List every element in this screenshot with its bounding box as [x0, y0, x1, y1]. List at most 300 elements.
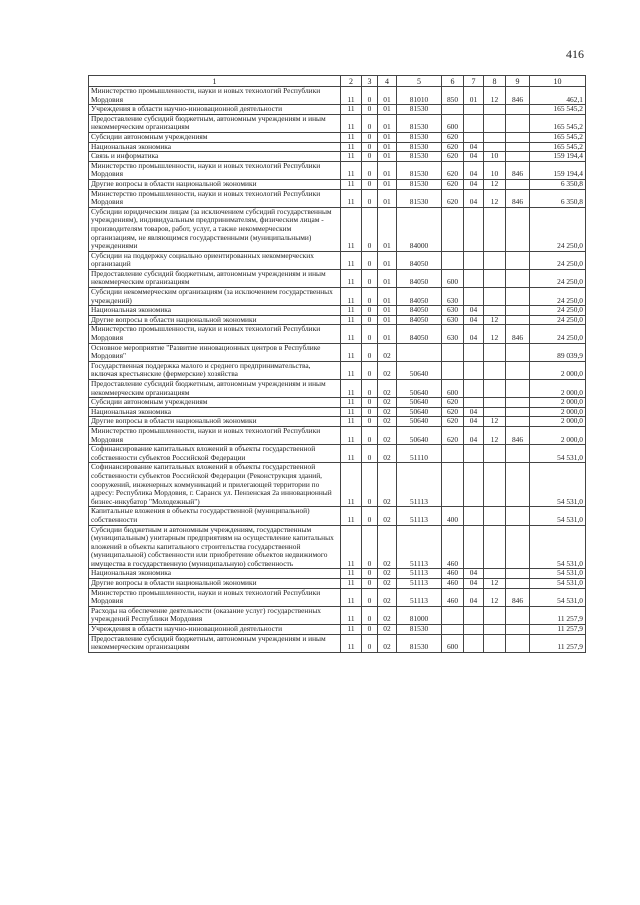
- code-cell: [464, 132, 484, 142]
- row-name-cell: Учреждения в области научно-инновационной деятельности: [89, 625, 341, 635]
- code-cell: 50640: [397, 407, 442, 417]
- code-cell: 02: [378, 525, 397, 569]
- code-cell: 620: [442, 152, 464, 162]
- code-cell: 84050: [397, 251, 442, 269]
- code-cell: 846: [506, 189, 530, 207]
- code-cell: [442, 445, 464, 463]
- row-name-cell: Другие вопросы в области национальной экономики: [89, 315, 341, 325]
- code-cell: 0: [362, 132, 378, 142]
- code-cell: [484, 507, 506, 525]
- page-number: 416: [566, 47, 584, 61]
- code-cell: 81000: [397, 606, 442, 624]
- code-cell: 630: [442, 325, 464, 343]
- row-name-cell: Министерство промышленности, науки и новых технологий Республики Мордовия: [89, 189, 341, 207]
- code-cell: 04: [464, 407, 484, 417]
- code-cell: 51113: [397, 463, 442, 507]
- code-cell: 0: [362, 463, 378, 507]
- amount-cell: 24 250,0: [530, 269, 586, 287]
- code-cell: [484, 361, 506, 379]
- row-name-cell: Софинансирование капитальных вложений в объекты государственной собственности субъектов Российской Федерации: [89, 445, 341, 463]
- row-name-cell: Субсидии бюджетным и автономным учреждениям, государственным (муниципальным) унитарным предприятиям на осуществление капитальных вложений в объекты капитального строительства государственной (муниципальной) собственности или приобретение объектов недвижимого имущества в государственную (муниципальную) собственность: [89, 525, 341, 569]
- code-cell: [464, 606, 484, 624]
- table-row: [89, 315, 586, 325]
- code-cell: [484, 132, 506, 142]
- code-cell: 11: [341, 417, 362, 427]
- code-cell: [506, 207, 530, 251]
- row-name-cell: Предоставление субсидий бюджетным, автономным учреждениям и иным некоммерческим организациям: [89, 634, 341, 652]
- code-cell: 11: [341, 142, 362, 152]
- amount-cell: 11 257,9: [530, 625, 586, 635]
- code-cell: [464, 625, 484, 635]
- code-cell: 02: [378, 361, 397, 379]
- code-cell: 11: [341, 343, 362, 361]
- amount-cell: 6 350,8: [530, 179, 586, 189]
- code-cell: 04: [464, 179, 484, 189]
- code-cell: 51113: [397, 569, 442, 579]
- code-cell: 50640: [397, 398, 442, 408]
- code-cell: 02: [378, 569, 397, 579]
- code-cell: [506, 306, 530, 316]
- code-cell: 02: [378, 445, 397, 463]
- code-cell: 04: [464, 325, 484, 343]
- column-header: 7: [464, 76, 484, 87]
- row-name-cell: Предоставление субсидий бюджетным, автономным учреждениям и иным некоммерческим организациям: [89, 380, 341, 398]
- code-cell: [397, 343, 442, 361]
- code-cell: [464, 288, 484, 306]
- code-cell: 02: [378, 634, 397, 652]
- row-name-cell: Предоставление субсидий бюджетным, автономным учреждениям и иным некоммерческим организациям: [89, 269, 341, 287]
- code-cell: 81530: [397, 152, 442, 162]
- code-cell: [506, 132, 530, 142]
- code-cell: 84050: [397, 288, 442, 306]
- code-cell: 12: [484, 579, 506, 589]
- table-row: [89, 407, 586, 417]
- code-cell: [506, 288, 530, 306]
- code-cell: 620: [442, 426, 464, 444]
- code-cell: 0: [362, 407, 378, 417]
- code-cell: 04: [464, 161, 484, 179]
- code-cell: 0: [362, 306, 378, 316]
- code-cell: 846: [506, 87, 530, 105]
- amount-cell: 159 194,4: [530, 152, 586, 162]
- code-cell: 0: [362, 588, 378, 606]
- code-cell: 0: [362, 445, 378, 463]
- code-cell: 02: [378, 398, 397, 408]
- code-cell: 02: [378, 507, 397, 525]
- table-row: [89, 288, 586, 306]
- row-name-cell: Другие вопросы в области национальной экономики: [89, 179, 341, 189]
- code-cell: 0: [362, 343, 378, 361]
- code-cell: 0: [362, 114, 378, 132]
- code-cell: 0: [362, 152, 378, 162]
- code-cell: [442, 105, 464, 115]
- code-cell: 600: [442, 380, 464, 398]
- amount-cell: 54 531,0: [530, 525, 586, 569]
- code-cell: 11: [341, 179, 362, 189]
- code-cell: 0: [362, 380, 378, 398]
- code-cell: 01: [378, 325, 397, 343]
- amount-cell: 165 545,2: [530, 105, 586, 115]
- code-cell: 10: [484, 161, 506, 179]
- amount-cell: 24 250,0: [530, 251, 586, 269]
- code-cell: 10: [484, 152, 506, 162]
- code-cell: 0: [362, 426, 378, 444]
- code-cell: 0: [362, 325, 378, 343]
- code-cell: 51110: [397, 445, 442, 463]
- code-cell: 460: [442, 588, 464, 606]
- code-cell: 02: [378, 417, 397, 427]
- amount-cell: 2 000,0: [530, 426, 586, 444]
- code-cell: [464, 463, 484, 507]
- code-cell: 81530: [397, 625, 442, 635]
- code-cell: 11: [341, 269, 362, 287]
- code-cell: [506, 361, 530, 379]
- code-cell: [506, 579, 530, 589]
- row-name-cell: Субсидии некоммерческим организациям (за исключением государственных учреждений): [89, 288, 341, 306]
- table-row: [89, 588, 586, 606]
- amount-cell: 6 350,8: [530, 189, 586, 207]
- code-cell: 0: [362, 87, 378, 105]
- table-row: [89, 507, 586, 525]
- code-cell: 11: [341, 251, 362, 269]
- amount-cell: 165 545,2: [530, 142, 586, 152]
- table-row: [89, 306, 586, 316]
- row-name-cell: Национальная экономика: [89, 407, 341, 417]
- code-cell: [506, 152, 530, 162]
- code-cell: [484, 634, 506, 652]
- column-header: 8: [484, 76, 506, 87]
- code-cell: 01: [378, 306, 397, 316]
- amount-cell: 54 531,0: [530, 507, 586, 525]
- amount-cell: 24 250,0: [530, 207, 586, 251]
- code-cell: [464, 398, 484, 408]
- code-cell: [484, 525, 506, 569]
- row-name-cell: Субсидии на поддержку социально ориентированных некоммерческих организаций: [89, 251, 341, 269]
- code-cell: 11: [341, 588, 362, 606]
- code-cell: 12: [484, 179, 506, 189]
- code-cell: 0: [362, 179, 378, 189]
- code-cell: 0: [362, 625, 378, 635]
- code-cell: [506, 343, 530, 361]
- code-cell: [464, 207, 484, 251]
- code-cell: [506, 105, 530, 115]
- code-cell: [484, 407, 506, 417]
- code-cell: [484, 105, 506, 115]
- code-cell: [506, 606, 530, 624]
- code-cell: [506, 269, 530, 287]
- code-cell: [464, 361, 484, 379]
- code-cell: [442, 251, 464, 269]
- code-cell: 0: [362, 606, 378, 624]
- row-name-cell: Связь и информатика: [89, 152, 341, 162]
- code-cell: 01: [378, 161, 397, 179]
- code-cell: 11: [341, 463, 362, 507]
- code-cell: 01: [378, 179, 397, 189]
- code-cell: 02: [378, 625, 397, 635]
- code-cell: [506, 507, 530, 525]
- row-name-cell: Субсидии автономным учреждениям: [89, 132, 341, 142]
- code-cell: 0: [362, 315, 378, 325]
- code-cell: [464, 380, 484, 398]
- code-cell: 51113: [397, 579, 442, 589]
- table-row: [89, 463, 586, 507]
- code-cell: 846: [506, 426, 530, 444]
- code-cell: 846: [506, 588, 530, 606]
- row-name-cell: Основное мероприятие "Развитие инновационных центров в Республике Мордовия": [89, 343, 341, 361]
- code-cell: 02: [378, 380, 397, 398]
- code-cell: 11: [341, 87, 362, 105]
- amount-cell: 24 250,0: [530, 325, 586, 343]
- code-cell: 01: [378, 251, 397, 269]
- code-cell: 846: [506, 161, 530, 179]
- code-cell: [464, 105, 484, 115]
- code-cell: 11: [341, 407, 362, 417]
- code-cell: [484, 114, 506, 132]
- row-name-cell: Учреждения в области научно-инновационной деятельности: [89, 105, 341, 115]
- code-cell: [506, 625, 530, 635]
- code-cell: [484, 569, 506, 579]
- code-cell: 01: [378, 288, 397, 306]
- table-row: [89, 87, 586, 105]
- code-cell: 0: [362, 105, 378, 115]
- code-cell: [464, 114, 484, 132]
- amount-cell: 11 257,9: [530, 634, 586, 652]
- code-cell: 630: [442, 288, 464, 306]
- code-cell: 620: [442, 142, 464, 152]
- code-cell: 600: [442, 114, 464, 132]
- code-cell: 0: [362, 251, 378, 269]
- code-cell: 02: [378, 588, 397, 606]
- amount-cell: 54 531,0: [530, 588, 586, 606]
- code-cell: [506, 463, 530, 507]
- code-cell: [464, 269, 484, 287]
- code-cell: 0: [362, 634, 378, 652]
- code-cell: [484, 380, 506, 398]
- code-cell: [442, 343, 464, 361]
- code-cell: 11: [341, 114, 362, 132]
- code-cell: [464, 507, 484, 525]
- table-row: [89, 343, 586, 361]
- table-row: [89, 132, 586, 142]
- row-name-cell: Субсидии автономным учреждениям: [89, 398, 341, 408]
- code-cell: 11: [341, 426, 362, 444]
- code-cell: 11: [341, 606, 362, 624]
- code-cell: 0: [362, 161, 378, 179]
- code-cell: [484, 269, 506, 287]
- code-cell: 84000: [397, 207, 442, 251]
- table-row: [89, 445, 586, 463]
- code-cell: 600: [442, 634, 464, 652]
- column-header: 4: [378, 76, 397, 87]
- amount-cell: 2 000,0: [530, 361, 586, 379]
- code-cell: 620: [442, 407, 464, 417]
- amount-cell: 11 257,9: [530, 606, 586, 624]
- code-cell: 12: [484, 426, 506, 444]
- code-cell: 81530: [397, 132, 442, 142]
- row-name-cell: Министерство промышленности, науки и новых технологий Республики Мордовия: [89, 325, 341, 343]
- code-cell: 12: [484, 325, 506, 343]
- code-cell: 11: [341, 445, 362, 463]
- code-cell: [506, 407, 530, 417]
- amount-cell: 54 531,0: [530, 569, 586, 579]
- amount-cell: 165 545,2: [530, 132, 586, 142]
- code-cell: 81530: [397, 161, 442, 179]
- code-cell: [442, 606, 464, 624]
- code-cell: [442, 625, 464, 635]
- code-cell: [484, 288, 506, 306]
- code-cell: 12: [484, 87, 506, 105]
- code-cell: 0: [362, 269, 378, 287]
- table-row: [89, 325, 586, 343]
- code-cell: [484, 398, 506, 408]
- code-cell: [442, 463, 464, 507]
- code-cell: 11: [341, 189, 362, 207]
- code-cell: 81530: [397, 114, 442, 132]
- code-cell: 12: [484, 315, 506, 325]
- code-cell: [506, 445, 530, 463]
- code-cell: [484, 343, 506, 361]
- code-cell: [506, 417, 530, 427]
- table-row: [89, 269, 586, 287]
- code-cell: 04: [464, 315, 484, 325]
- code-cell: 0: [362, 142, 378, 152]
- amount-cell: 24 250,0: [530, 315, 586, 325]
- code-cell: [442, 207, 464, 251]
- table-row: [89, 426, 586, 444]
- amount-cell: 54 531,0: [530, 463, 586, 507]
- code-cell: [506, 634, 530, 652]
- code-cell: 01: [378, 269, 397, 287]
- code-cell: 01: [378, 114, 397, 132]
- code-cell: 04: [464, 579, 484, 589]
- code-cell: 51113: [397, 507, 442, 525]
- code-cell: [506, 569, 530, 579]
- code-cell: 460: [442, 525, 464, 569]
- code-cell: [506, 315, 530, 325]
- code-cell: 51113: [397, 525, 442, 569]
- amount-cell: 24 250,0: [530, 306, 586, 316]
- code-cell: 04: [464, 142, 484, 152]
- code-cell: [442, 361, 464, 379]
- code-cell: 11: [341, 525, 362, 569]
- table-row: [89, 189, 586, 207]
- code-cell: [464, 251, 484, 269]
- code-cell: 11: [341, 152, 362, 162]
- code-cell: 620: [442, 398, 464, 408]
- code-cell: 50640: [397, 380, 442, 398]
- code-cell: 400: [442, 507, 464, 525]
- code-cell: [484, 306, 506, 316]
- code-cell: 04: [464, 152, 484, 162]
- code-cell: 0: [362, 507, 378, 525]
- code-cell: [506, 525, 530, 569]
- code-cell: 11: [341, 288, 362, 306]
- row-name-cell: Национальная экономика: [89, 306, 341, 316]
- code-cell: 460: [442, 579, 464, 589]
- table-row: [89, 417, 586, 427]
- code-cell: [484, 207, 506, 251]
- row-name-cell: Субсидии юридическим лицам (за исключением субсидий государственным учреждениям), индивидуальным предпринимателям, физическим лицам - производителям товаров, работ, услуг, а также некоммерческим организациям, не являющимся государственными (муниципальными) учреждениями: [89, 207, 341, 251]
- table-row: [89, 152, 586, 162]
- code-cell: 12: [484, 189, 506, 207]
- code-cell: [506, 142, 530, 152]
- table-row: [89, 634, 586, 652]
- code-cell: 0: [362, 189, 378, 207]
- code-cell: 12: [484, 417, 506, 427]
- table-row: [89, 105, 586, 115]
- table-row: [89, 625, 586, 635]
- code-cell: 50640: [397, 417, 442, 427]
- code-cell: 0: [362, 398, 378, 408]
- code-cell: 11: [341, 105, 362, 115]
- code-cell: 11: [341, 361, 362, 379]
- code-cell: 0: [362, 569, 378, 579]
- row-name-cell: Государственная поддержка малого и среднего предпринимательства, включая крестьянские (фермерские) хозяйства: [89, 361, 341, 379]
- amount-cell: 2 000,0: [530, 407, 586, 417]
- code-cell: 81010: [397, 87, 442, 105]
- code-cell: 50640: [397, 426, 442, 444]
- code-cell: 01: [378, 152, 397, 162]
- amount-cell: 462,1: [530, 87, 586, 105]
- code-cell: 11: [341, 380, 362, 398]
- code-cell: 01: [378, 87, 397, 105]
- table-row: [89, 579, 586, 589]
- code-cell: [506, 179, 530, 189]
- code-cell: 11: [341, 306, 362, 316]
- table-row: [89, 398, 586, 408]
- amount-cell: 2 000,0: [530, 398, 586, 408]
- code-cell: 0: [362, 525, 378, 569]
- column-header: 3: [362, 76, 378, 87]
- code-cell: 81530: [397, 142, 442, 152]
- table-row: [89, 380, 586, 398]
- row-name-cell: Национальная экономика: [89, 142, 341, 152]
- code-cell: 02: [378, 407, 397, 417]
- code-cell: 11: [341, 325, 362, 343]
- code-cell: 04: [464, 189, 484, 207]
- amount-cell: 89 039,9: [530, 343, 586, 361]
- amount-cell: 165 545,2: [530, 114, 586, 132]
- code-cell: 01: [464, 87, 484, 105]
- code-cell: 01: [378, 189, 397, 207]
- code-cell: 04: [464, 588, 484, 606]
- code-cell: 02: [378, 606, 397, 624]
- table-row: [89, 251, 586, 269]
- code-cell: 11: [341, 625, 362, 635]
- code-cell: [506, 380, 530, 398]
- code-cell: 600: [442, 269, 464, 287]
- code-cell: 11: [341, 207, 362, 251]
- code-cell: 01: [378, 315, 397, 325]
- code-cell: 630: [442, 306, 464, 316]
- table-row: [89, 142, 586, 152]
- row-name-cell: Капитальные вложения в объекты государственной (муниципальной) собственности: [89, 507, 341, 525]
- code-cell: [464, 525, 484, 569]
- code-cell: [464, 343, 484, 361]
- code-cell: 81530: [397, 634, 442, 652]
- code-cell: 04: [464, 426, 484, 444]
- code-cell: 02: [378, 579, 397, 589]
- code-cell: 0: [362, 579, 378, 589]
- code-cell: [506, 114, 530, 132]
- code-cell: [484, 251, 506, 269]
- code-cell: [484, 142, 506, 152]
- code-cell: 0: [362, 207, 378, 251]
- code-cell: 04: [464, 417, 484, 427]
- code-cell: 81530: [397, 189, 442, 207]
- table-row: [89, 606, 586, 624]
- code-cell: 84050: [397, 315, 442, 325]
